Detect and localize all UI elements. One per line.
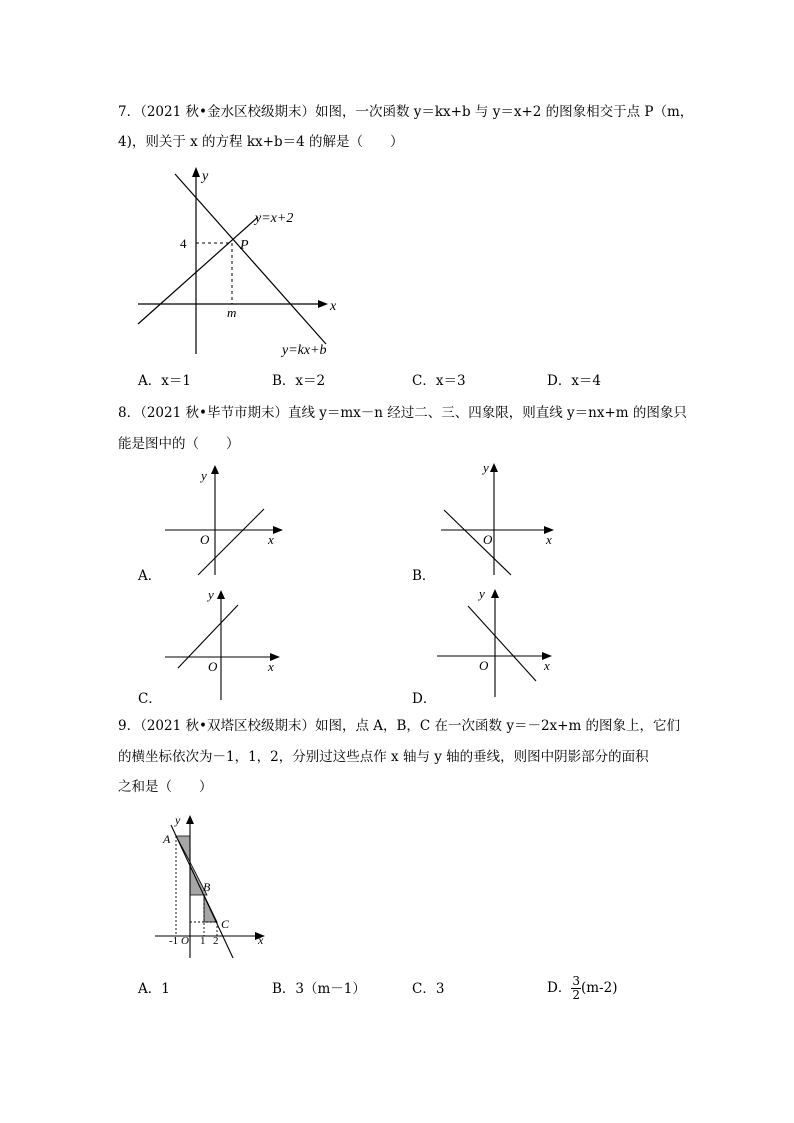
svg-text:O: O: [208, 659, 218, 674]
svg-text:1: 1: [200, 935, 206, 947]
q9-option-c[interactable]: C．3: [412, 981, 445, 997]
q9-option-d-fraction: $\frac{3}{2}$: [572, 974, 580, 1002]
q8-option-c[interactable]: C．: [138, 691, 162, 707]
q9-option-d-tail: (m-2): [580, 980, 618, 996]
q8-option-a[interactable]: A．: [138, 568, 162, 584]
svg-text:O: O: [200, 532, 210, 547]
svg-text:2: 2: [213, 935, 219, 947]
q8-graph-c: [160, 585, 290, 703]
q9-stem-line1: 9．（2021 秋•双塔区校级期末）如图，点 A，B，C 在一次函数 y＝－2x+m 的图象上，它们: [118, 718, 681, 734]
svg-text:y: y: [175, 813, 181, 827]
q7-label-4: 4: [180, 236, 187, 251]
q7-stem-line1: 7．（2021 秋•金水区校级期末）如图，一次函数 y＝kx+b 与 y＝x+2 的图象相交于点 P（m，: [118, 104, 694, 120]
svg-text:y: y: [201, 468, 207, 483]
q8-stem-line1: 8．（2021 秋•毕节市期末）直线 y＝mx－n 经过二、三、四象限，则直线 y＝nx+m 的图象只: [118, 405, 687, 421]
q7-label-line2: y=kx+b: [282, 343, 327, 358]
svg-text:y: y: [483, 460, 489, 475]
q7-option-d[interactable]: D．x＝4: [547, 373, 602, 389]
q8-option-b[interactable]: B．: [412, 568, 436, 584]
q9-stem-line2: 的横坐标依次为－1，1，2，分别过这些点作 x 轴与 y 轴的垂线，则图中阴影部分的面积: [118, 749, 649, 765]
svg-text:x: x: [268, 532, 274, 547]
q7-line-y-eq-x-plus-2: [138, 217, 258, 324]
svg-text:x: x: [544, 658, 550, 673]
svg-text:B: B: [203, 880, 211, 894]
q8-graph-a: [160, 460, 290, 580]
q7-label-x: x: [330, 299, 337, 314]
svg-text:O: O: [483, 532, 493, 547]
svg-text:-1: -1: [169, 935, 179, 947]
q7-label-m: m: [227, 305, 237, 320]
q8-stem-line2: 能是图中的（ ）: [118, 436, 240, 452]
svg-text:C: C: [221, 917, 230, 931]
q8-graph-b: [436, 458, 566, 580]
q7-figure: [130, 162, 360, 362]
svg-text:x: x: [546, 532, 552, 547]
q7-stem-line2: 4)，则关于 x 的方程 kx+b＝4 的解是（ ）: [118, 134, 404, 150]
q9-stem-line3: 之和是（ ）: [118, 779, 213, 795]
q7-x-arrow: [318, 300, 328, 308]
svg-text:O: O: [181, 935, 189, 947]
svg-text:x: x: [258, 933, 264, 947]
q7-option-c[interactable]: C．x＝3: [412, 373, 466, 389]
q7-option-a[interactable]: A．x＝1: [138, 373, 191, 389]
q7-label-y: y: [202, 169, 209, 184]
q8-graph-d: [432, 584, 562, 702]
q9-option-a[interactable]: A．1: [138, 981, 170, 997]
q7-option-b[interactable]: B．x＝2: [272, 373, 326, 389]
q7-y-arrow: [192, 167, 200, 177]
q9-figure: [155, 810, 275, 960]
q7-line-y-eq-kx-plus-b: [175, 174, 326, 344]
svg-text:y: y: [479, 586, 485, 601]
svg-text:A: A: [163, 832, 171, 846]
q8-option-d[interactable]: D．: [412, 691, 437, 707]
q9-option-d-label: D．: [547, 980, 572, 996]
q7-label-line1: y=x+2: [255, 211, 294, 226]
svg-text:O: O: [479, 658, 489, 673]
q9-option-d[interactable]: [547, 975, 617, 1002]
q8-b-line: [444, 510, 511, 575]
svg-text:x: x: [268, 659, 274, 674]
q9-option-b[interactable]: B．3（m－1）: [272, 981, 366, 997]
svg-text:y: y: [208, 587, 214, 602]
q7-label-p: P: [240, 238, 249, 253]
